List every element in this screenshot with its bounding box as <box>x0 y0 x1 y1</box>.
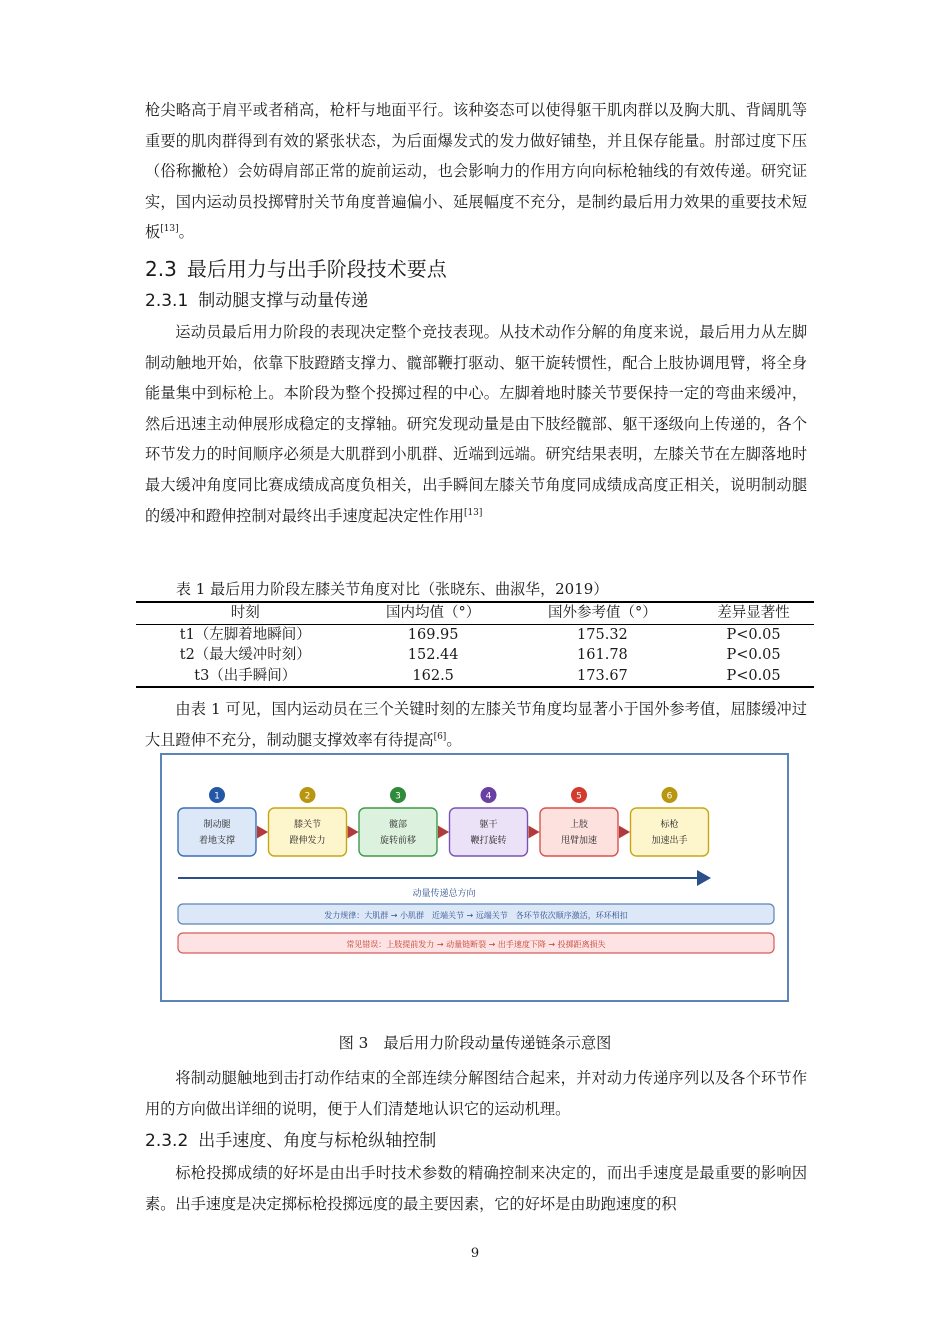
citation: [13] <box>463 507 483 518</box>
citation: [6] <box>433 731 447 742</box>
momentum-direction-label: 动量传递总方向 <box>412 889 476 899</box>
table-row <box>136 666 814 688</box>
rule-box-text: 发力规律：大肌群 → 小肌群 近端关节 → 远端关节 各环节依次顺序激活，环环相扣 <box>324 911 628 920</box>
step-subtitle: 鞭打旋转 <box>470 836 507 846</box>
step-number: 6 <box>666 791 673 802</box>
step-box <box>178 808 256 856</box>
step-number: 1 <box>214 791 220 802</box>
table-header: 国外参考值（°） <box>548 605 657 622</box>
step-subtitle: 甩臂加速 <box>560 836 598 846</box>
paragraph-5: 标枪投掷成绩的好坏是由出手时技术参数的精确控制来决定的，而出手速度是最重要的影响因素。出手速度是决定掷标枪投掷远度的最主要因素，它的好坏是由助跑速度的积 <box>145 1164 807 1213</box>
table-cell: 152.44 <box>407 647 459 664</box>
step-subtitle: 旋转前移 <box>379 836 417 846</box>
table-cell: P<0.05 <box>726 667 781 684</box>
table-cell: 175.32 <box>577 626 628 643</box>
table-cell: t2（最大缓冲时刻） <box>179 647 311 664</box>
table-caption: 表 1 最后用力阶段左膝关节角度对比（张晓东、曲淑华，2019） <box>176 580 609 598</box>
step-box <box>540 808 618 856</box>
section-heading-2-3-1: 2.3.1 制动腿支撑与动量传递 <box>145 291 369 311</box>
step-number: 2 <box>304 791 311 802</box>
step-box <box>269 808 347 856</box>
data-table <box>136 601 814 688</box>
paragraph-2: 运动员最后用力阶段的表现决定整个竞技表现。从技术动作分解的角度来说，最后用力从左脚制动触地开始，依靠下肢蹬踏支撑力、髋部鞭打驱动、躯干旋转惯性，配合上肢协调甩臂，将全身能量集中到标枪上。本阶段为整个投掷过程的中心。左脚着地时膝关节要保持一定的弯曲来缓冲，然后迅速主动伸展形成稳定的支撑轴。研究发现动量是由下肢经髋部、躯干逐级向上传递的，各个环节发力的时间顺序必须是大肌群到小肌群、近端到远端。研究结果表明，左膝关节在左脚落地时最大缓冲角度同比赛成绩成高度负相关，出手瞬间左膝关节角度同成绩成高度正相关，说明制动腿的缓冲和蹬伸控制对最终出手速度起决定性作用[13] <box>145 323 807 525</box>
step-title: 标枪 <box>660 820 679 830</box>
step-title: 上肢 <box>569 820 589 830</box>
error-box-text: 常见错误：上肢提前发力 → 动量链断裂 → 出手速度下降 → 投掷距离损失 <box>346 940 606 949</box>
table-cell: 173.67 <box>577 667 628 684</box>
table-header: 差异显著性 <box>717 605 790 622</box>
step-subtitle: 加速出手 <box>651 836 688 846</box>
table-cell: 162.5 <box>412 667 454 684</box>
step-subtitle: 着地支撑 <box>198 836 236 846</box>
paragraph-3: 由表 1 可见，国内运动员在三个关键时刻的左膝关节角度均显著小于国外参考值，屈膝缓冲过大且蹬伸不充分，制动腿支撑效率有待提高[6]。 <box>145 700 807 749</box>
momentum-chain-figure <box>160 753 789 1002</box>
table-header-row <box>136 602 814 624</box>
section-heading-2-3-2: 2.3.2 出手速度、角度与标枪纵轴控制 <box>145 1131 437 1151</box>
section-heading-2-3: 2.3 最后用力与出手阶段技术要点 <box>145 257 447 281</box>
paragraph-1: 枪尖略高于肩平或者稍高，枪杆与地面平行。该种姿态可以使得躯干肌肉群以及胸大肌、背阔肌等重要的肌肉群得到有效的紧张状态，为后面爆发式的发力做好铺垫，并且保存能量。肘部过度下压（俗称撇枪）会妨碍肩部正常的旋前运动，也会影响力的作用方向向标枪轴线的有效传递。研究证实，国内运动员投掷臂肘关节角度普遍偏小、延展幅度不充分，是制约最后用力效果的重要技术短板[13]。 <box>145 101 807 242</box>
step-number: 3 <box>395 791 401 802</box>
momentum-chain-diagram <box>162 755 787 1000</box>
step-number: 5 <box>576 791 582 802</box>
step-title: 膝关节 <box>293 820 322 830</box>
paragraph-4: 将制动腿触地到击打动作结束的全部连续分解图结合起来，并对动力传递序列以及各个环节作用的方向做出详细的说明，便于人们清楚地认识它的运动机理。 <box>145 1069 807 1118</box>
table-cell: t3（出手瞬间） <box>194 667 297 684</box>
table-row <box>136 624 814 645</box>
figure-caption: 图 3 最后用力阶段动量传递链条示意图 <box>338 1034 612 1052</box>
table-cell: t1（左脚着地瞬间） <box>179 626 311 643</box>
table-cell: P<0.05 <box>726 626 781 643</box>
step-box <box>359 808 437 856</box>
step-box <box>631 808 709 856</box>
step-box <box>450 808 528 856</box>
step-title: 躯干 <box>479 820 498 830</box>
table-header: 国内均值（°） <box>386 605 481 622</box>
table-cell: P<0.05 <box>726 647 781 664</box>
step-number: 4 <box>485 791 492 802</box>
step-title: 制动腿 <box>203 820 231 830</box>
table-cell: 169.95 <box>407 626 459 643</box>
citation: [13] <box>160 224 179 235</box>
table-header: 时刻 <box>230 605 260 622</box>
table-row <box>136 645 814 666</box>
step-subtitle: 蹬伸发力 <box>289 836 326 846</box>
table-cell: 161.78 <box>577 647 628 664</box>
page-number: 9 <box>470 1246 480 1261</box>
step-title: 髋部 <box>388 820 408 830</box>
